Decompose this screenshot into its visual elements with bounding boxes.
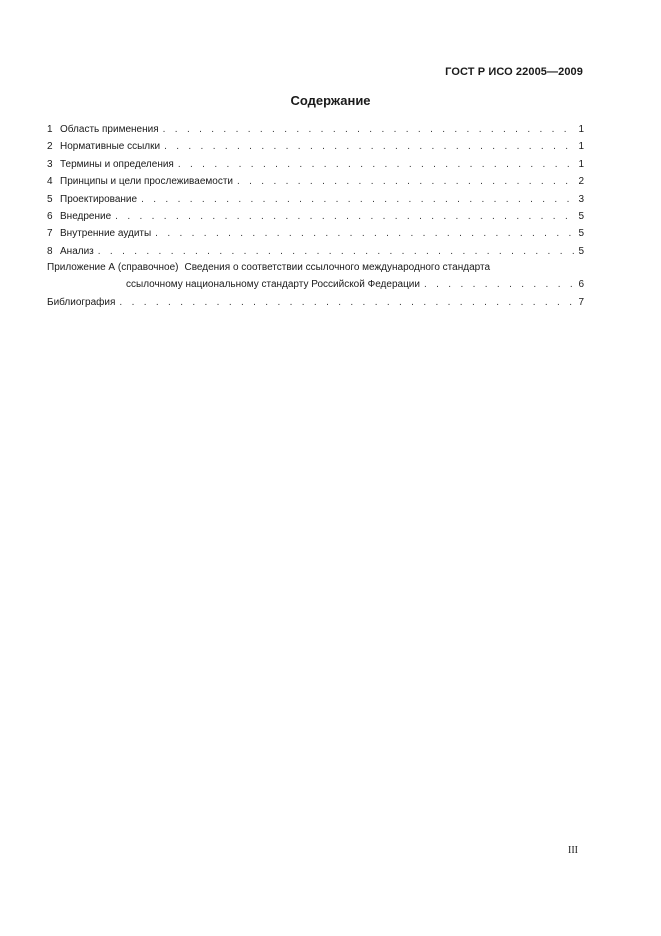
table-of-contents — [47, 121, 584, 311]
annex-title-line1: Сведения о соответствии ссылочного международного стандарта — [184, 262, 491, 274]
toc-item-page: 5 — [578, 210, 584, 222]
toc-item-page: 6 — [578, 279, 584, 291]
toc-item-number: 2 — [47, 141, 53, 153]
toc-leader-dots — [178, 156, 574, 173]
toc-item-label: Внутренние аудиты — [60, 228, 152, 240]
toc-item-label: Библиография — [47, 296, 116, 308]
toc-item-internal-audits[interactable] — [47, 225, 584, 242]
annex-second-line — [47, 276, 584, 293]
standard-designation: ГОСТ Р ИСО 22005—2009 — [445, 66, 583, 78]
toc-leader-dots — [164, 138, 574, 155]
toc-item-page: 5 — [578, 228, 584, 240]
toc-item-page: 2 — [578, 176, 584, 188]
toc-item-label: Принципы и цели прослеживаемости — [60, 176, 233, 188]
toc-item-label: Нормативные ссылки — [60, 141, 161, 153]
toc-leader-dots — [115, 208, 574, 225]
toc-item-label: Проектирование — [60, 193, 138, 205]
toc-item-review[interactable] — [47, 243, 584, 260]
toc-item-page: 1 — [578, 158, 584, 170]
toc-leader-dots — [119, 294, 574, 311]
toc-item-number: 7 — [47, 228, 53, 240]
toc-item-page: 5 — [578, 245, 584, 257]
toc-item-annex-a[interactable] — [47, 260, 584, 293]
toc-item-label: Термины и определения — [60, 158, 174, 170]
toc-item-label: Внедрение — [60, 210, 112, 222]
toc-item-number: 6 — [47, 210, 53, 222]
page-number: III — [568, 845, 578, 856]
toc-item-number: 5 — [47, 193, 53, 205]
annex-first-line — [47, 260, 584, 276]
toc-item-number: 8 — [47, 245, 53, 257]
toc-item-page: 3 — [578, 193, 584, 205]
toc-leader-dots — [155, 225, 574, 242]
toc-item-page: 1 — [578, 124, 584, 135]
annex-prefix: Приложение А (справочное) — [47, 262, 179, 274]
toc-item-principles[interactable] — [47, 173, 584, 190]
toc-item-label: Область применения — [60, 124, 159, 135]
toc-item-bibliography[interactable] — [47, 294, 584, 311]
annex-title-line2: ссылочному национальному стандарту Российской Федерации — [126, 279, 420, 291]
toc-item-implementation[interactable] — [47, 208, 584, 225]
toc-item-number: 3 — [47, 158, 53, 170]
toc-item-number: 1 — [47, 124, 53, 135]
toc-item-normative-references[interactable] — [47, 138, 584, 155]
toc-item-design[interactable] — [47, 191, 584, 208]
toc-leader-dots — [163, 121, 574, 138]
toc-item-terms[interactable] — [47, 156, 584, 173]
toc-leader-dots — [141, 191, 574, 208]
toc-item-label: Анализ — [60, 245, 94, 257]
toc-title: Содержание — [290, 93, 371, 108]
toc-item-page: 7 — [578, 296, 584, 308]
toc-leader-dots — [98, 243, 574, 260]
toc-leader-dots — [424, 276, 574, 293]
toc-leader-dots — [237, 173, 574, 190]
toc-item-page: 1 — [578, 141, 584, 153]
toc-item-scope[interactable] — [47, 121, 584, 138]
toc-item-number: 4 — [47, 176, 53, 188]
